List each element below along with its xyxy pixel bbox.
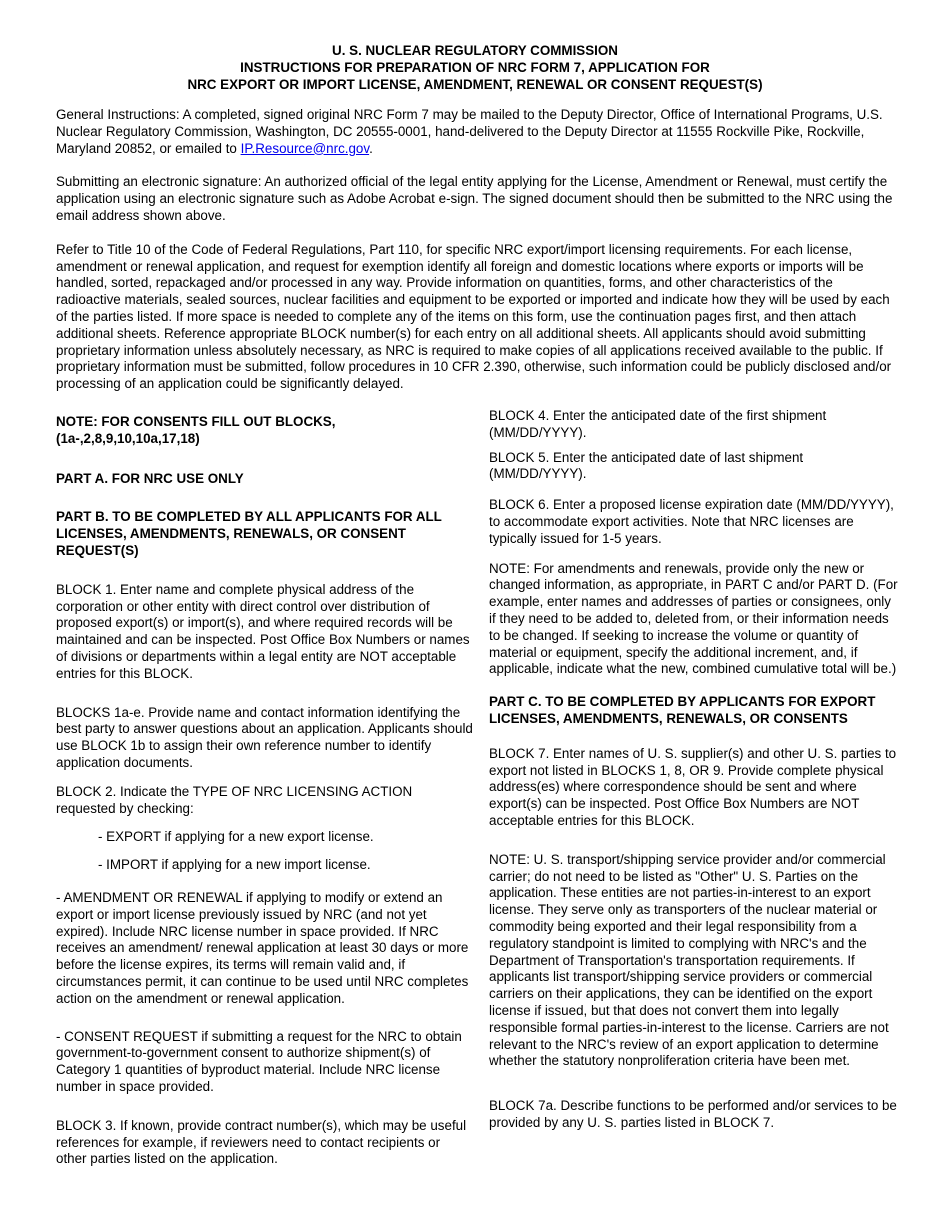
block-5: BLOCK 5. Enter the anticipated date of last shipment (MM/DD/YYYY). bbox=[489, 449, 804, 482]
header-title: U. S. NUCLEAR REGULATORY COMMISSION bbox=[332, 43, 618, 58]
block-3: BLOCK 3. If known, provide contract number(s), which may be useful references for example, if reviewers need to contact recipients or other parties listed on the application. bbox=[56, 1117, 467, 1167]
consent-option: - CONSENT REQUEST if submitting a request for the NRC to obtain government-to-government consent to authorize shipment(s) of Category 1 quantities of byproduct material. Include NRC license number in space provided. bbox=[56, 1028, 462, 1094]
export-option: - EXPORT if applying for a new export license. bbox=[98, 829, 374, 845]
block-4: BLOCK 4. Enter the anticipated date of the first shipment (MM/DD/YYYY). bbox=[489, 408, 827, 440]
block-1: BLOCK 1. Enter name and complete physical address of the corporation or other entity with direct control over distribution of proposed export(s) or import(s), and where required records will be maintained and can be inspected. Post Office Box Numbers or names of divisions or departments within a legal entity are NOT acceptable entries for this BLOCK. bbox=[56, 581, 470, 681]
import-option: - IMPORT if applying for a new import license. bbox=[98, 857, 371, 873]
amendment-option: - AMENDMENT OR RENEWAL if applying to modify or extend an export or import license previously issued by NRC (and not yet expired). Include NRC license number in space provided. If NRC receives an amendment/ renewal application at least 30 days or more before the license expires, its terms will remain valid and, if circumstances permit, it can continue to be used until NRC completes action on the amendment or renewal application. bbox=[56, 889, 469, 1006]
left-column bbox=[56, 414, 474, 1168]
document-header bbox=[0, 43, 950, 93]
block-7a: BLOCK 7a. Describe functions to be performed and/or services to be provided by any U. S. parties listed in BLOCK 7. bbox=[489, 1098, 897, 1130]
block-2: BLOCK 2. Indicate the TYPE OF NRC LICENSING ACTION requested by checking: bbox=[56, 783, 413, 816]
blocks-1a-e: BLOCKS 1a-e. Provide name and contact information identifying the best party to answer questions about an application. Applicants should use BLOCK 1b to assign their own reference number to identify application documents. bbox=[56, 704, 473, 770]
note-transport: NOTE: U. S. transport/shipping service provider and/or commercial carrier; do not need to be listed as "Other" U. S. Parties on the application. These entities are not parties-in-interest to an export license. They serve only as transporters of the nuclear material or commodity being exported and their legal responsibility from a regulatory standpoint is limited to complying with NRC's and the Department of Transportation's transportation requirements. If applicants list transport/shipping service providers or commercial carriers on their applications, they can be identified on the export license if issued, but that does not convert them into legally responsible formal parties-in-interest to the license. Carriers are not relevant to the NRC's review of an export application to determine whether the statutory nonproliferation criteria have been met. bbox=[489, 851, 889, 1069]
header-subtitle-2: NRC EXPORT OR IMPORT LICENSE, AMENDMENT, RENEWAL OR CONSENT REQUEST(S) bbox=[187, 76, 763, 92]
esignature-paragraph: Submitting an electronic signature: An authorized official of the legal entity applying for the License, Amendment or Renewal, must certify the application using an electronic signature such as Adobe Acrobat e-sign. The signed document should then be submitted to the NRC using the email address shown above. bbox=[56, 174, 893, 223]
cfr-reference-paragraph: Refer to Title 10 of the Code of Federal Regulations, Part 110, for specific NRC export/import licensing requirements. For each license, amendment or renewal application, and request for exemption identify all foreign and domestic locations where exports or imports will be handled, sorted, repackaged and/or processed in any way. Provide information on quantities, forms, and other characteristics of the radioactive materials, sealed sources, nuclear facilities and equipment to be exported or imported and indicate how they will be used by each of the parties listed. If more space is needed to complete any of the items on this form, use the continuation pages first, and then attach additional sheets. Reference appropriate BLOCK number(s) for each entry on all additional sheets. All applicants should avoid submitting proprietary information unless absolutely necessary, as NRC is required to make copies of all applications received available to the public. If proprietary information must be submitted, follow procedures in 10 CFR 2.390, otherwise, such information could be publicly disclosed and/or processing of an application could be significantly delayed. bbox=[56, 241, 892, 392]
header-subtitle: INSTRUCTIONS FOR PREPARATION OF NRC FORM 7, APPLICATION FOR bbox=[240, 59, 710, 75]
general-instructions: General Instructions: A completed, signed original NRC Form 7 may be mailed to the Deputy Director, Office of International Programs, U.S. Nuclear Regulatory Commission, Washington, DC 20555-0001, hand-delivered to the Deputy Director at 11555 Rockville Pike, Rockville, Maryland 20852, or emailed to IP.Resource@nrc.gov. bbox=[56, 107, 883, 156]
intro-section bbox=[56, 107, 898, 410]
email-link[interactable]: IP.Resource@nrc.gov bbox=[240, 140, 370, 156]
part-a-heading: PART A. FOR NRC USE ONLY bbox=[56, 470, 244, 486]
block-7: BLOCK 7. Enter names of U. S. supplier(s) and other U. S. parties to export not listed in BLOCKS 1, 8, OR 9. Provide complete physical address(es) where correspondence should be sent and where export(s) can be inspected. Post Office Box Numbers are NOT acceptable entries for this BLOCK. bbox=[489, 745, 897, 828]
right-column bbox=[489, 408, 899, 1132]
part-c-heading: PART C. TO BE COMPLETED BY APPLICANTS FOR EXPORT LICENSES, AMENDMENTS, RENEWALS, OR CONSENTS bbox=[489, 694, 876, 726]
note-consents: NOTE: FOR CONSENTS FILL OUT BLOCKS, (1a-,2,8,9,10,10a,17,18) bbox=[56, 414, 336, 446]
part-b-heading: PART B. TO BE COMPLETED BY ALL APPLICANTS FOR ALL LICENSES, AMENDMENTS, RENEWALS, OR CONSENT REQUEST(S) bbox=[56, 509, 442, 558]
note-amendments: NOTE: For amendments and renewals, provide only the new or changed information, as appropriate, in PART C and/or PART D. (For example, enter names and addresses of parties or consignees, only if they need to be added to, deleted from, or their information needs to be changed. If seeking to increase the volume or quantity of material or equipment, specify the additional increment, and, if applicable, indicate what the new, combined cumulative total will be.) bbox=[489, 560, 898, 677]
block-6: BLOCK 6. Enter a proposed license expiration date (MM/DD/YYYY), to accommodate export activities. Note that NRC licenses are typically issued for 1-5 years. bbox=[489, 497, 894, 546]
